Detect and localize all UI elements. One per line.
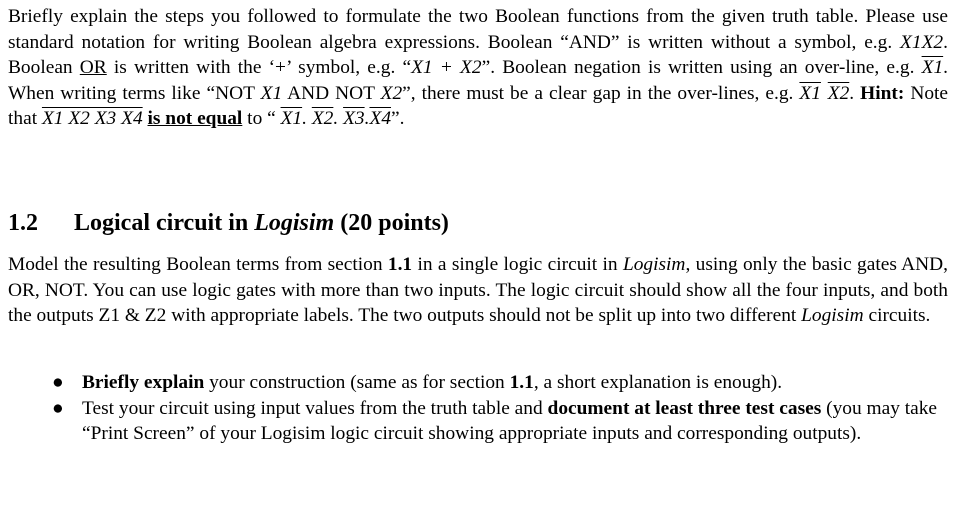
negation-example: X1 bbox=[921, 57, 944, 79]
intro-text: . When writing terms like “NOT bbox=[8, 57, 948, 104]
intro-text: ”, there must be a clear gap in the over-lines, e.g. bbox=[402, 82, 800, 104]
bullet-text: , a short explanation is enough). bbox=[533, 372, 783, 393]
bullet-emphasis: document at least three test cases bbox=[547, 397, 822, 419]
body-text: Model the resulting Boolean terms from section bbox=[8, 254, 388, 275]
gap-example-x1: X1 bbox=[799, 82, 821, 104]
intro-text: Note that bbox=[8, 82, 949, 130]
body-paragraph bbox=[8, 252, 948, 329]
intro-text: ”. Boolean negation is written using an over-line, e.g. bbox=[481, 57, 922, 79]
separate-overline-x4: X4 bbox=[369, 108, 392, 130]
list-item bbox=[52, 370, 948, 396]
intro-text: . bbox=[849, 82, 861, 104]
body-text: circuits. bbox=[863, 305, 931, 327]
bullet-text: Test your circuit using input values from the truth table and bbox=[82, 397, 548, 419]
intro-text: Briefly explain the steps you followed to formulate the two Boolean functions from the given truth table. Please use standard notation for writing Boolean algebra expressions. Boolean “AND” is written without a symbol, e.g. bbox=[8, 6, 948, 53]
section-reference: 1.1 bbox=[387, 254, 413, 275]
or-word: OR bbox=[79, 57, 107, 79]
bullet-icon: ● bbox=[52, 397, 64, 419]
separate-overline-x3: X3 bbox=[343, 108, 365, 130]
task-list bbox=[52, 370, 948, 447]
intro-text: ”. bbox=[391, 108, 405, 130]
separate-overline-x2: X2 bbox=[311, 108, 334, 130]
not-equal-emphasis: is not equal bbox=[147, 108, 243, 130]
intro-text: to “ bbox=[242, 108, 281, 130]
list-item bbox=[52, 396, 948, 447]
section-reference: 1.1 bbox=[509, 372, 534, 393]
intro-paragraph: Briefly explain the steps you followed to formulate the two Boolean functions from the given truth table. Please use standard notation for writing Boolean algebra expressions. Boolean “AND” is written without a symbol, e.g. X1X2. Boolean OR is written with the ‘+’ symbol, e.g. “X1 + X2”. Boolean negation is written using an over-line, e.g. X1. When writing terms like “NOT X1 AND NOT X2”, there must be a clear gap in the over-lines, e.g. X1 X2. Hint: Note that X1 X2 X3 X4 is not equal to “ X1. X2. X3.X4”. bbox=[8, 6, 949, 130]
section-heading bbox=[8, 207, 449, 239]
and-example: X1X2 bbox=[900, 31, 944, 53]
hint-label: Hint: bbox=[860, 82, 905, 104]
or-example: X1 + X2 bbox=[411, 57, 482, 79]
bullet-text: (you may take “Print Screen” of your Logisim logic circuit showing appropriate inputs and corresponding outputs). bbox=[82, 397, 938, 445]
combined-overline-expression: X1 X2 X3 X4 bbox=[41, 108, 143, 130]
logisim-name: Logisim bbox=[622, 254, 686, 275]
body-text: in a single logic circuit in bbox=[412, 254, 623, 275]
gap-example-x2: X2 bbox=[827, 82, 850, 104]
bullet-text: your construction (same as for section bbox=[204, 372, 510, 393]
body-text: , using only the basic gates AND, OR, NOT. You can use logic gates with more than two inputs. The logic circuit should show all the four inputs, and both the outputs Z1 & Z2 with appropriate labels. The two outputs should not be split up into two different bbox=[8, 254, 948, 327]
bullet-emphasis: Briefly explain bbox=[82, 372, 205, 393]
section-number: 1.2 bbox=[8, 210, 38, 236]
intro-text: . Boolean bbox=[8, 31, 948, 79]
not-x2-term: X2 bbox=[380, 82, 403, 104]
not-x1-term: X1 bbox=[260, 82, 283, 104]
bullet-icon: ● bbox=[52, 372, 64, 393]
intro-text: is written with the ‘+’ symbol, e.g. “ bbox=[106, 57, 412, 79]
intro-text: AND NOT bbox=[282, 82, 381, 104]
separate-overline-x1: X1 bbox=[280, 108, 303, 130]
logisim-name: Logisim bbox=[801, 305, 864, 327]
section-points: (20 points) bbox=[334, 210, 449, 236]
section-title: Logical circuit in bbox=[74, 210, 255, 236]
section-title-italic: Logisim bbox=[254, 210, 335, 236]
